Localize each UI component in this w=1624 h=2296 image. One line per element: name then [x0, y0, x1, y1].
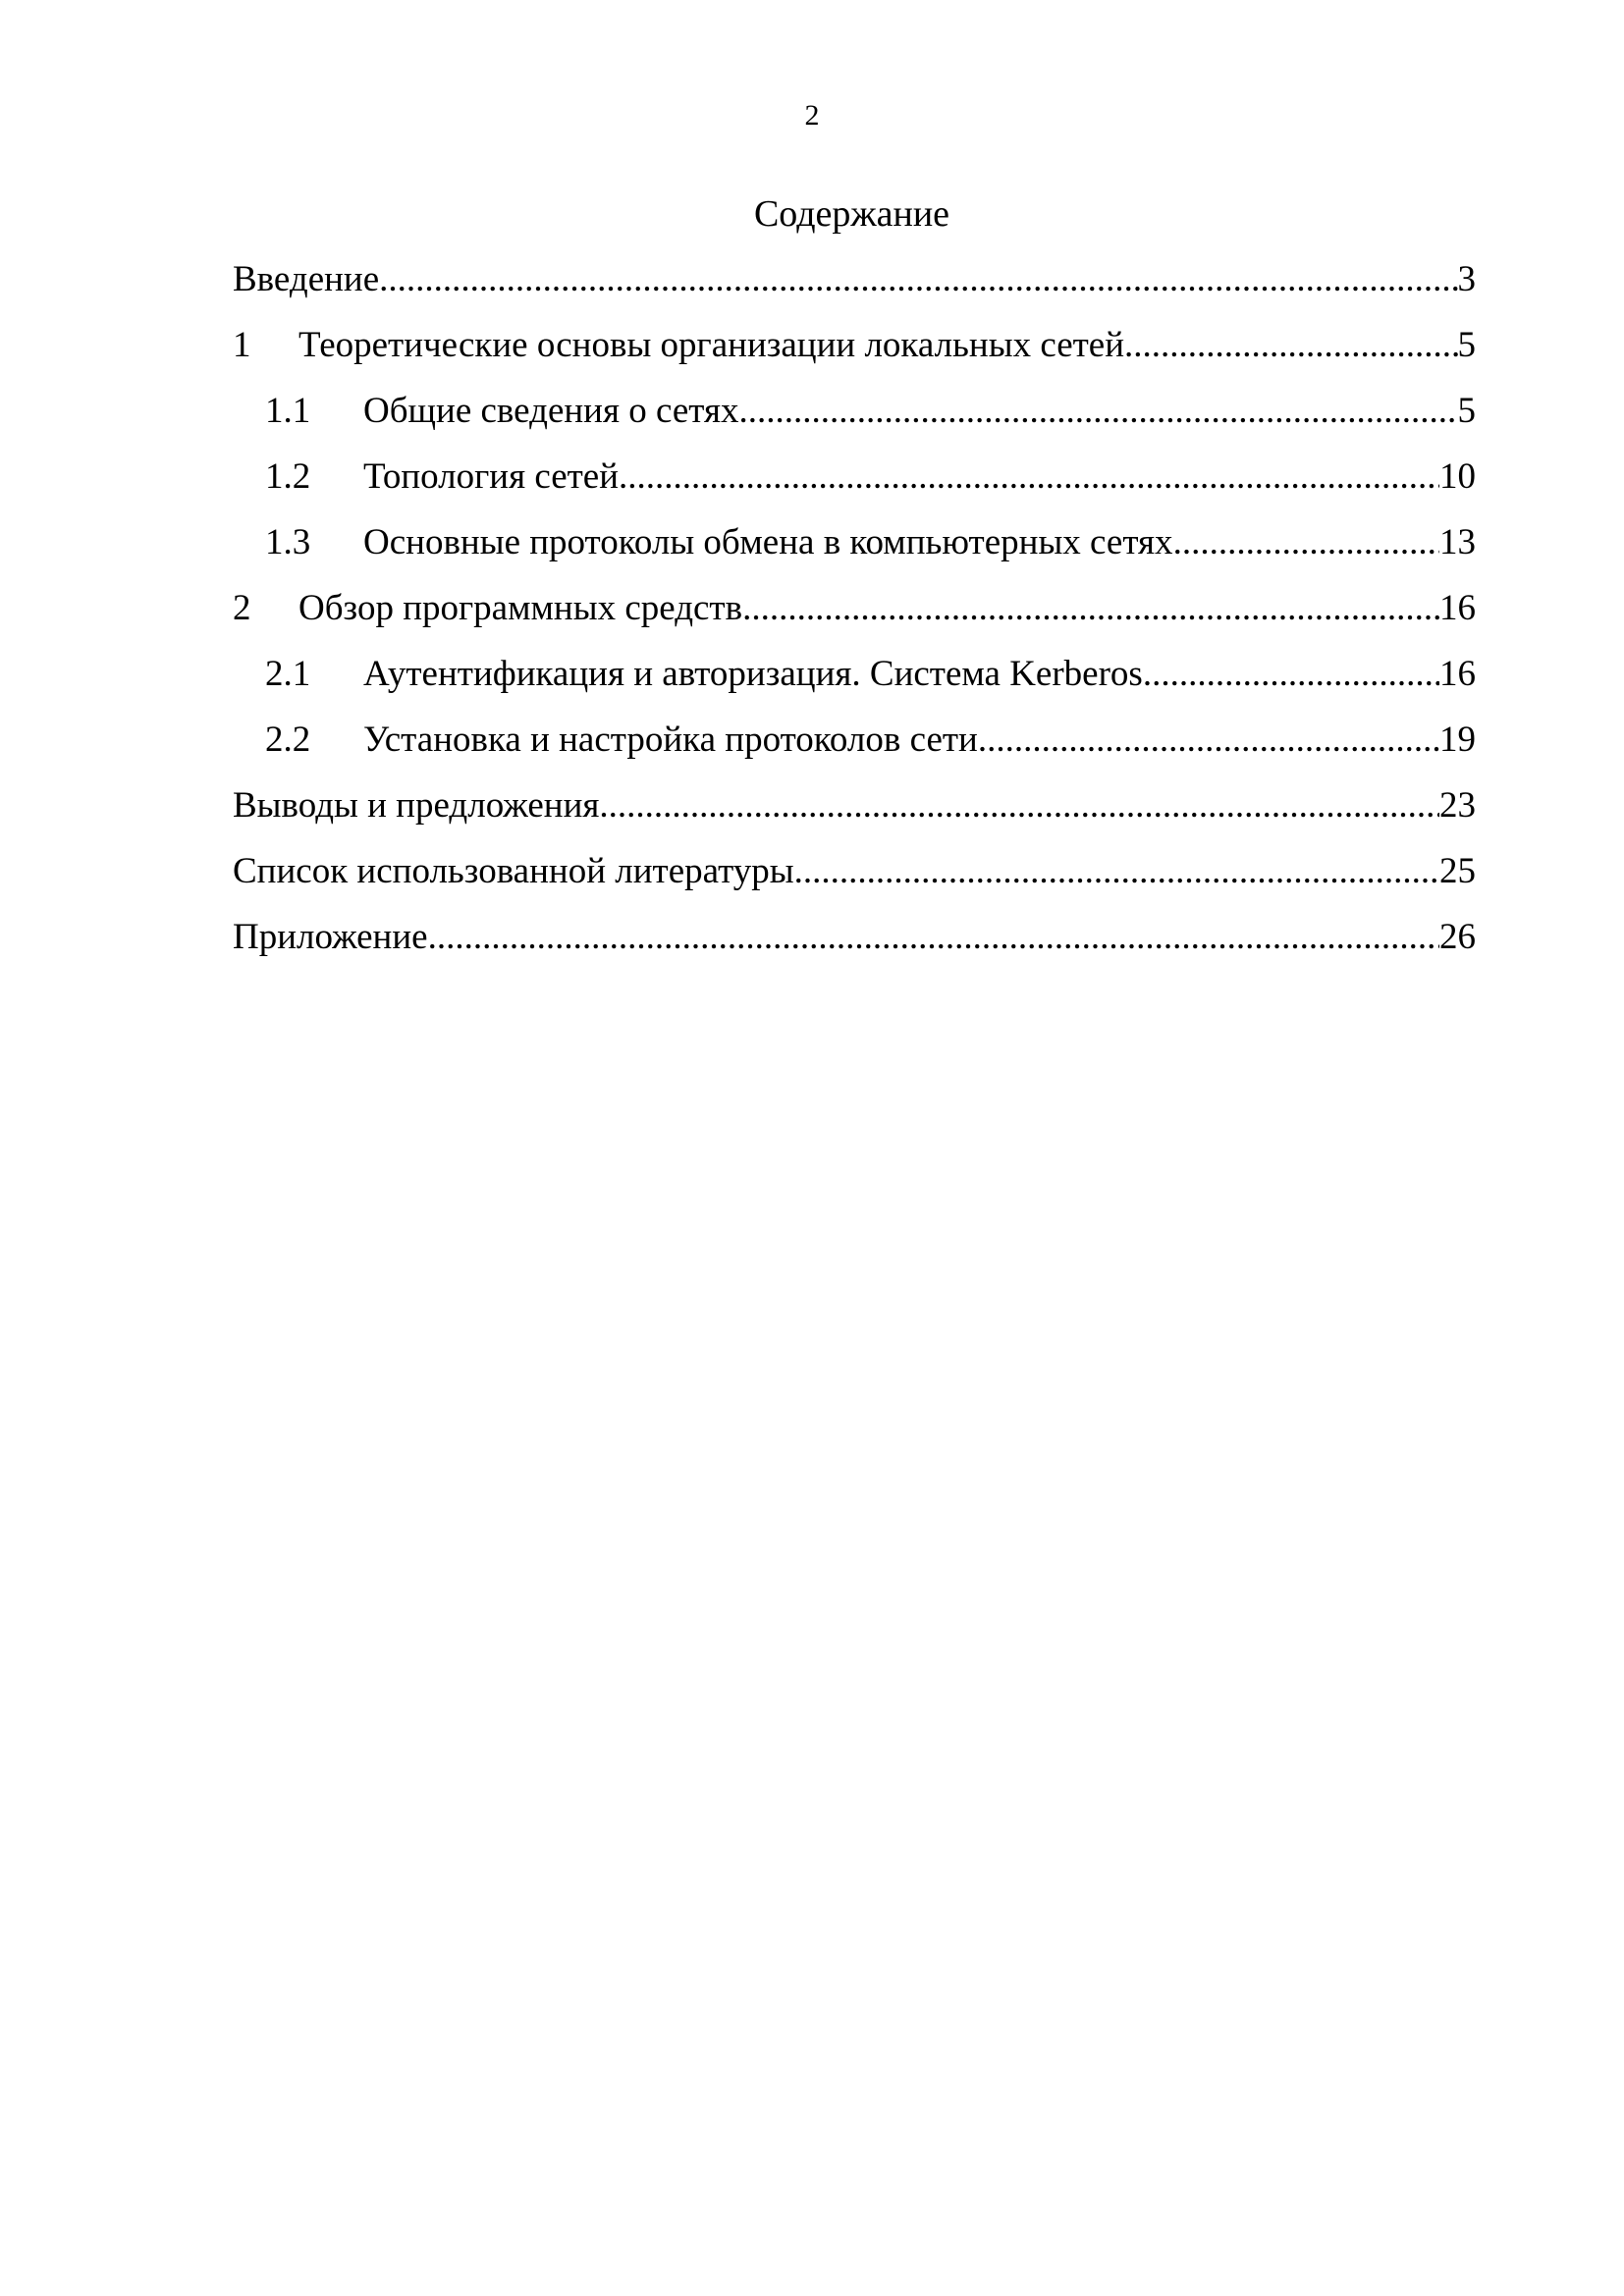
toc-leader-dots	[619, 454, 1439, 500]
toc-entry[interactable]	[233, 652, 1476, 718]
toc-title: Содержание	[753, 193, 950, 235]
toc-entry-label: Приложение	[233, 917, 428, 957]
toc-entry-page: 16	[1439, 588, 1476, 628]
toc-entry-label: Обзор программных средств	[298, 588, 743, 628]
toc-entry-label: Теоретические основы организации локальных сетей	[298, 325, 1125, 365]
toc-entry-label: Введение	[233, 259, 380, 299]
toc-entry[interactable]	[233, 520, 1476, 586]
toc-entry[interactable]	[233, 718, 1476, 783]
toc-leader-dots	[379, 257, 1457, 302]
toc-entry-label: Общие сведения о сетях	[363, 391, 739, 431]
toc-entry-number: 1.2	[265, 456, 311, 497]
toc-entry[interactable]	[233, 783, 1476, 849]
toc-entry-number: 1.1	[265, 391, 311, 431]
toc-entry-page: 5	[1457, 325, 1476, 365]
toc-entry-label: Топология сетей	[363, 456, 620, 497]
toc-entry[interactable]	[233, 586, 1476, 652]
table-of-contents	[233, 257, 1476, 981]
toc-entry-page: 19	[1439, 720, 1476, 760]
toc-entry-page: 16	[1439, 654, 1476, 694]
page-number: 2	[804, 99, 820, 132]
toc-leader-dots	[599, 783, 1439, 828]
toc-entry[interactable]	[233, 915, 1476, 981]
toc-entry-page: 25	[1439, 851, 1476, 891]
toc-entry[interactable]	[233, 323, 1476, 389]
toc-entry-number: 2.2	[265, 720, 311, 760]
toc-leader-dots	[742, 586, 1439, 631]
toc-entry[interactable]	[233, 257, 1476, 323]
toc-entry-page: 13	[1439, 522, 1476, 562]
toc-entry-page: 5	[1457, 391, 1476, 431]
toc-entry[interactable]	[233, 389, 1476, 454]
toc-entry-page: 3	[1457, 259, 1476, 299]
toc-entry-label: Аутентификация и авторизация. Система Kerberos	[363, 654, 1143, 694]
toc-entry-number: 1	[233, 325, 251, 365]
toc-entry-page: 23	[1439, 785, 1476, 826]
toc-leader-dots	[978, 718, 1439, 763]
toc-entry-number: 2.1	[265, 654, 311, 694]
toc-entry-label: Выводы и предложения	[233, 785, 600, 826]
toc-leader-dots	[738, 389, 1457, 434]
toc-entry-page: 10	[1439, 456, 1476, 497]
toc-leader-dots	[1173, 520, 1439, 565]
toc-entry[interactable]	[233, 454, 1476, 520]
toc-entry-number: 2	[233, 588, 251, 628]
toc-leader-dots	[428, 915, 1439, 960]
toc-entry-label: Список использованной литературы	[233, 851, 794, 891]
toc-leader-dots	[1143, 652, 1439, 697]
toc-entry-label: Установка и настройка протоколов сети	[363, 720, 978, 760]
toc-entry-page: 26	[1439, 917, 1476, 957]
toc-leader-dots	[794, 849, 1439, 894]
toc-leader-dots	[1124, 323, 1457, 368]
toc-entry-number: 1.3	[265, 522, 311, 562]
toc-entry-label: Основные протоколы обмена в компьютерных сетях	[363, 522, 1173, 562]
toc-entry[interactable]	[233, 849, 1476, 915]
